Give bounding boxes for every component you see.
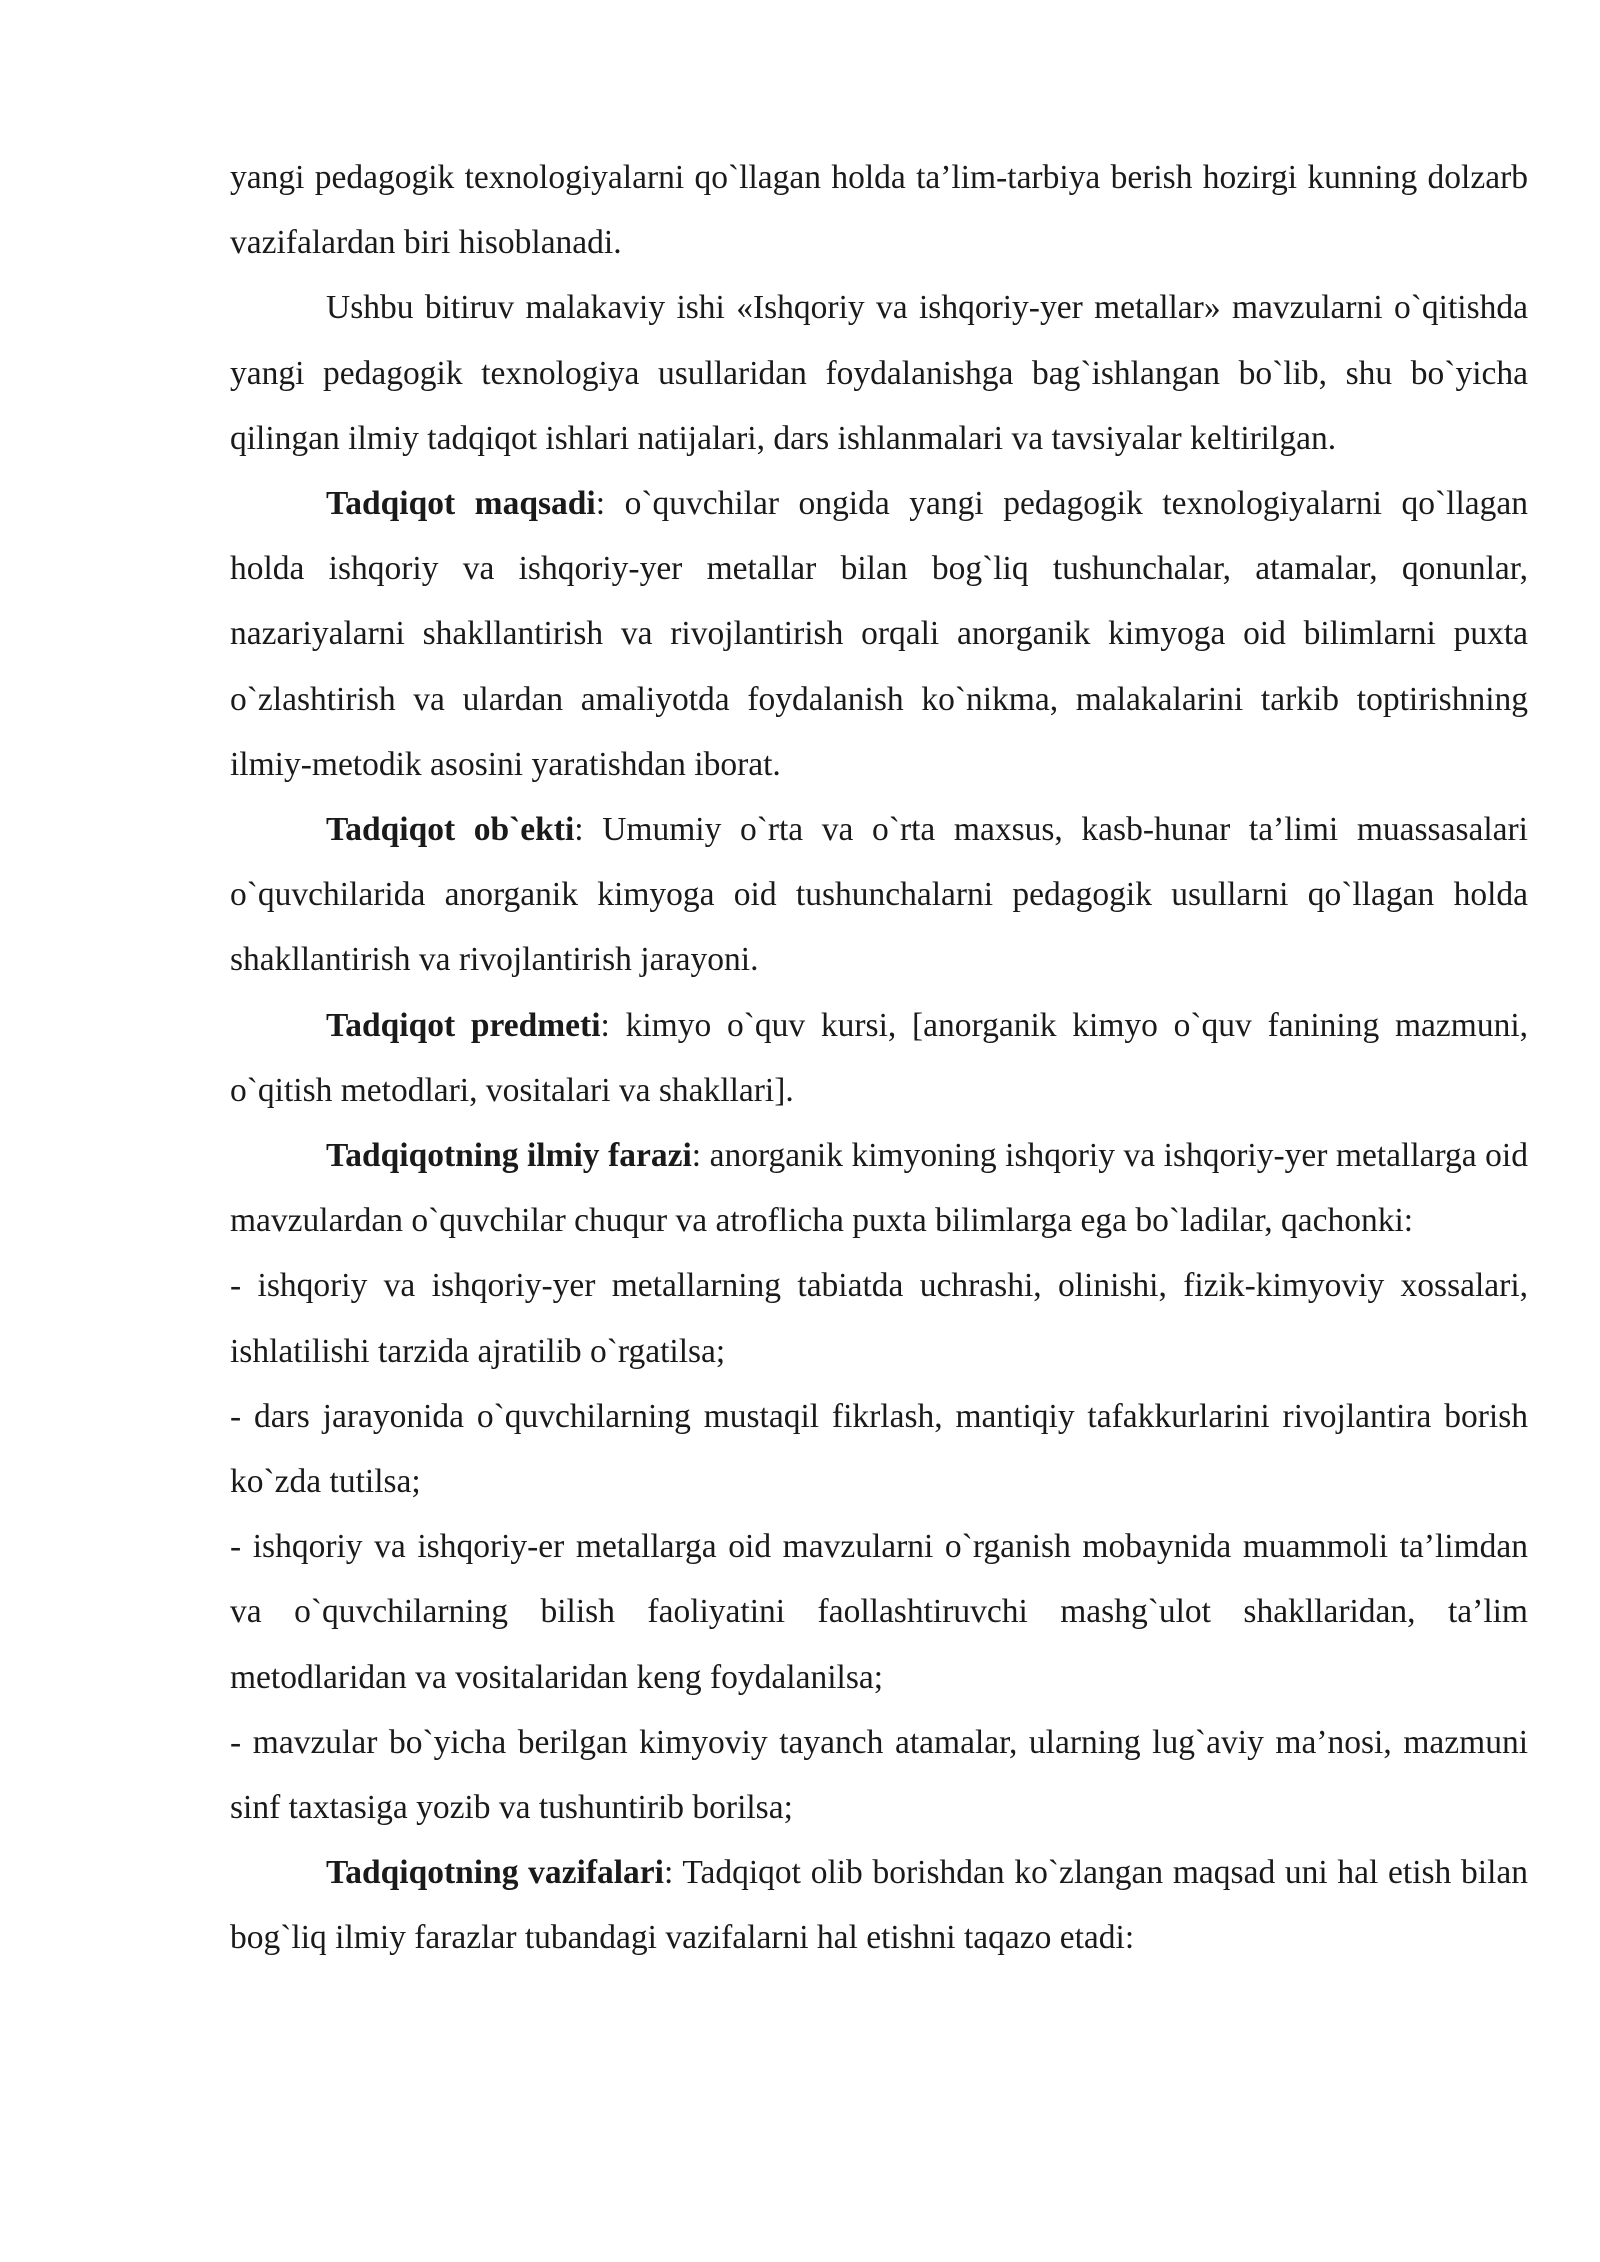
- paragraph-thesis-description: [230, 275, 1528, 471]
- paragraph-heading: Tadqiqot predmeti: [326, 1006, 601, 1044]
- paragraph-research-goal: [230, 471, 1528, 797]
- paragraph-text: : Tadqiqot olib borishdan ko`zlangan maqsad uni hal etish bilan bog`liq ilmiy farazlar tubandagi vazifalarni hal etishni taqazo etadi:: [230, 1854, 1528, 1957]
- list-item-text: - dars jarayonida o`quvchilarning mustaqil fikrlash, mantiqiy tafakkurlarini rivojlantira borish ko`zda tutilsa;: [230, 1397, 1528, 1501]
- paragraph-heading: Tadqiqot maqsadi: [326, 485, 596, 523]
- list-item: [230, 1384, 1528, 1514]
- paragraph-heading: Tadqiqotning vazifalari: [326, 1854, 664, 1892]
- paragraph-intro-continuation: [230, 145, 1528, 275]
- list-item: [230, 1514, 1528, 1710]
- paragraph-research-tasks: [230, 1840, 1528, 1970]
- paragraph-text: : anorganik kimyoning ishqoriy va ishqoriy-yer metallarga oid mavzulardan o`quvchilar chuqur va atroflicha puxta bilimlarga ega bo`ladilar, qachonki:: [230, 1137, 1528, 1240]
- paragraph-text: : kimyo o`quv kursi, [anorganik kimyo o`quv fanining mazmuni, o`qitish metodlari, vositalari va shakllari].: [230, 1006, 1528, 1109]
- document-page: [230, 145, 1528, 1971]
- paragraph-heading: Tadqiqotning ilmiy farazi: [326, 1137, 692, 1175]
- list-item: [230, 1253, 1528, 1383]
- list-item: [230, 1710, 1528, 1840]
- paragraph-text: : o`quvchilar ongida yangi pedagogik texnologiyalarni qo`llagan holda ishqoriy va ishqoriy-yer metallar bilan bog`liq tushunchalar, atamalar, qonunlar, nazariyalarni shakllantirish va rivojlantirish orqali anorganik kimyoga oid bilimlarni puxta o`zlashtirish va ulardan amaliyotda foydalanish ko`nikma, malakalarini tarkib toptirishning ilmiy-metodik asosini yaratishdan iborat.: [230, 485, 1528, 783]
- paragraph-research-object: [230, 797, 1528, 993]
- list-item-text: - ishqoriy va ishqoriy-yer metallarning tabiatda uchrashi, olinishi, fizik-kimyoviy xossalari, ishlatilishi tarzida ajratilib o`rgatilsa;: [230, 1267, 1528, 1370]
- paragraph-text: Ushbu bitiruv malakaviy ishi «Ishqoriy va ishqoriy-yer metallar» mavzularni o`qitishda yangi pedagogik texnologiya usullaridan foydalanishga bag`ishlangan bo`lib, shu bo`yicha qilingan ilmiy tadqiqot ishlari natijalari, dars ishlanmalari va tavsiyalar keltirilgan.: [230, 289, 1528, 457]
- paragraph-research-hypothesis: [230, 1123, 1528, 1253]
- paragraph-text: yangi pedagogik texnologiyalarni qo`llagan holda ta’lim-tarbiya berish hozirgi kunning dolzarb vazifalardan biri hisoblanadi.: [230, 159, 1528, 262]
- paragraph-research-subject: [230, 993, 1528, 1123]
- paragraph-heading: Tadqiqot ob`ekti: [326, 811, 575, 849]
- list-item-text: - mavzular bo`yicha berilgan kimyoviy tayanch atamalar, ularning lug`aviy ma’nosi, mazmuni sinf taxtasiga yozib va tushuntirib borilsa;: [230, 1723, 1528, 1827]
- paragraph-text: : Umumiy o`rta va o`rta maxsus, kasb-hunar ta’limi muassasalari o`quvchilarida anorganik kimyoga oid tushunchalarni pedagogik usullarni qo`llagan holda shakllantirish va rivojlantirish jarayoni.: [230, 811, 1528, 979]
- list-item-text: - ishqoriy va ishqoriy-er metallarga oid mavzularni o`rganish mobaynida muammoli ta’limdan va o`quvchilarning bilish faoliyatini faollashtiruvchi mashg`ulot shakllaridan, ta’lim metodlaridan va vositalaridan keng foydalanilsa;: [230, 1528, 1528, 1696]
